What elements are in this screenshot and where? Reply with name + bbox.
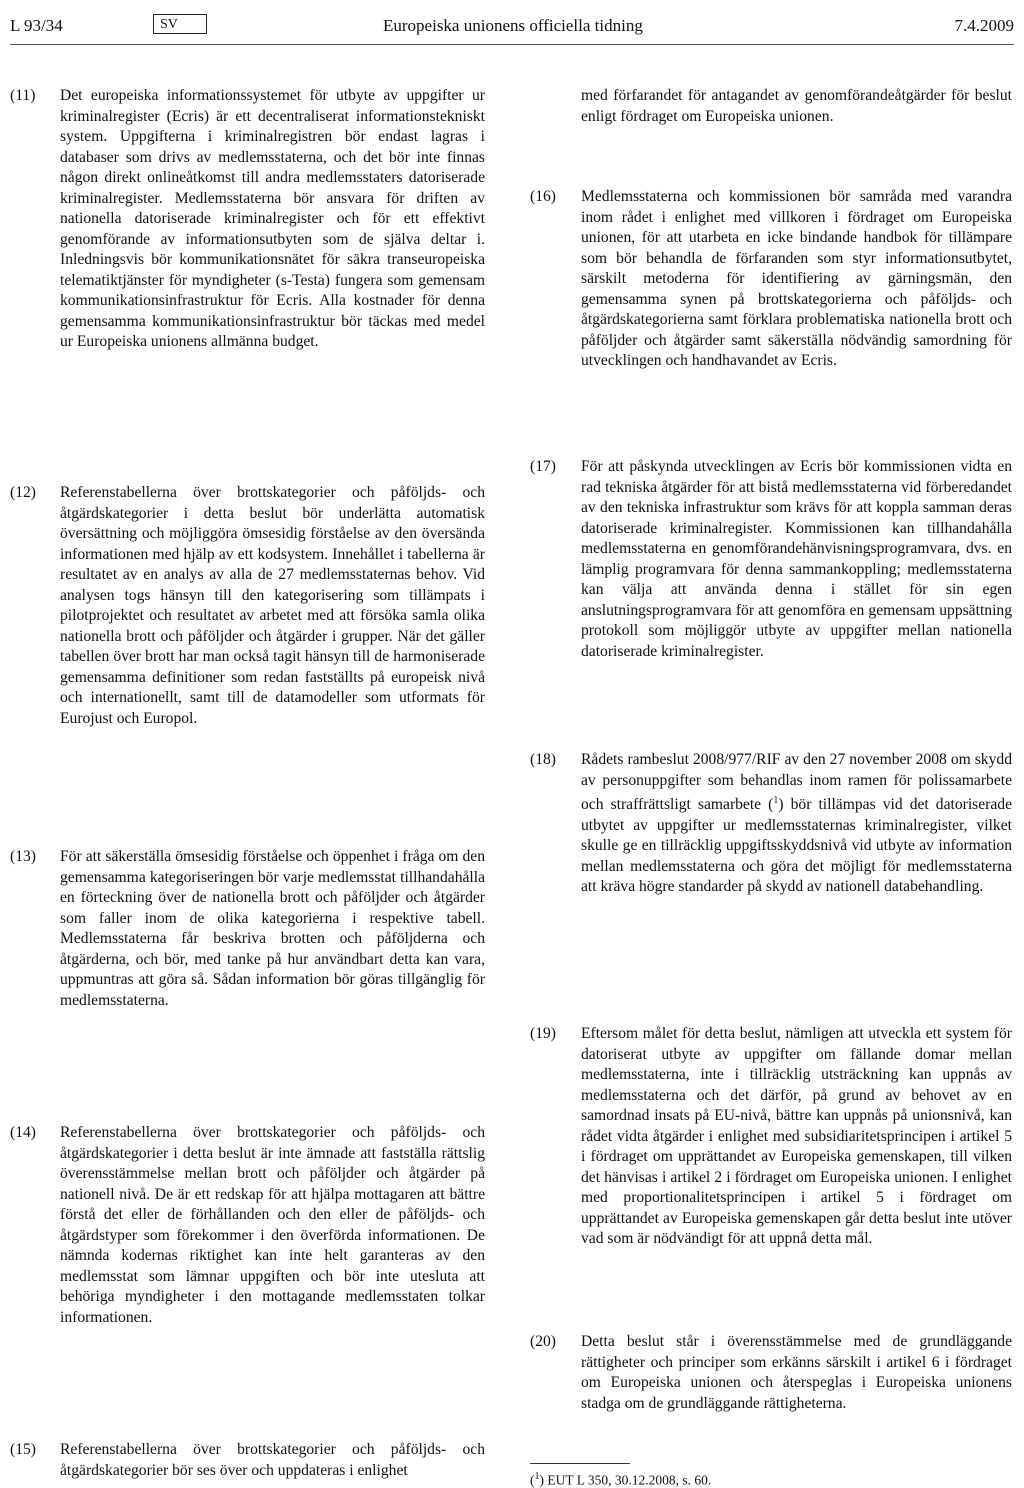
recital-text: Medlemsstaterna och kommissionen bör samråda med varandra inom rådet i enlighet med villkoren i fördraget om Europeiska unionen, för att utarbeta en icke bindande handbok för tillämpare som bör behandla de förfaranden som styr informationsutbytet, särskilt metoderna för identifiering av gärningsmän, den gemensamma synen på brottskategorierna och påföljds- och åtgärdskategorierna samt förklara problematiska nationella brott och påföljder och åtgärder samt säkerställa nödvändig samordning för utvecklingen och handhavandet av Ecris. [581, 188, 1012, 369]
recital-number: (13) [10, 848, 36, 865]
recital-text: För att säkerställa ömsesidig förståelse och öppenhet i fråga om den gemensamma kategoriseringen bör varje medlemsstat tillhandahålla en förteckning över de nationella brott och påföljder och åtgärder som faller inom de olika kategorierna i respektive tabell. Medlemsstaterna får beskriva brotten och påföljderna och åtgärderna, och bör, med tanke på hur användbart detta kan vara, uppmuntras att göra så. Sådan information bör göras tillgänglig för medlemsstaterna. [60, 848, 485, 1009]
journal-title: Europeiska unionens officiella tidning [383, 16, 643, 35]
recital-text: Referenstabellerna över brottskategorier och påföljds- och åtgärdskategorier bör ses över och uppdateras i enlighet [60, 1441, 485, 1479]
recital-number: (12) [10, 484, 36, 501]
recital-text-part: ) bör tillämpas vid det datoriserade utbytet av uppgifter ur medlemsstaternas kriminalregister, vilket skulle ge en tillräcklig uppgiftsskyddsnivå vid utbyte av information mellan medlemsstaterna och göra det möjligt för medlemsstaterna att kräva högre standarder på skydd av nationell databehandling. [581, 796, 1013, 896]
recital-number: (15) [10, 1441, 36, 1458]
page-reference: L 93/34 [10, 16, 63, 35]
recital-number: (11) [10, 87, 36, 104]
header-rule [10, 44, 1014, 45]
recital-number: (16) [530, 188, 556, 205]
recital-number: (18) [530, 751, 556, 768]
recital-text: För att påskynda utvecklingen av Ecris bör kommissionen vidta en rad tekniska åtgärder för att bistå medlemsstaterna vid förberedandet av den tekniska infrastruktur som krävs för att koppla samman deras datoriserade kriminalregister. Kommissionen kan tillhandahålla medlemsstaterna en genomförandehänvisningsprogramvara, dvs. en lämplig programvara för denna sammankoppling; medlemsstaterna kan välja att använda denna i stället för sin egen anslutningsprogramvara för att genomföra en gemensam uppsättning protokoll som möjliggör utbyte av uppgifter mellan nationella datoriserade kriminalregister. [581, 458, 1012, 660]
language-box: SV [153, 14, 207, 34]
recital-number: (20) [530, 1333, 556, 1350]
recital-text: Referenstabellerna över brottskategorier och påföljds- och åtgärdskategorier i detta beslut är inte ämnade att fastställa rättslig överensstämmelse mellan brott och påföljder och åtgärder på nationell nivå. De är ett redskap för att hjälpa mottagaren att bättre förstå det eller de förhållanden och den eller de påföljds- och åtgärdstyper som förekommer i den överförda informationen. De nämnda kodernas riktighet kan inte helt garanteras av den medlemsstat som lämnar uppgiften och bör inte utesluta att behöriga myndigheter i den mottagande medlemsstaten tolkar informationen. [60, 1124, 485, 1326]
recital-text: Det europeiska informationssystemet för utbyte av uppgifter ur kriminalregister (Ecris) är ett decentraliserat informationstekniskt system. Uppgifterna i kriminalregistren bör endast lagras i databaser som drivs av medlemsstaterna, och det bör inte finnas någon direkt onlineåtkomst till andra medlemsstaters datoriserade kriminalregister. Medlemsstaterna bör ansvara för driften av nationella datoriserade kriminalregister och för ett effektivt genomförande av informationsutbyten som de själva deltar i. Inledningsvis bör kommunikationsnätet för säkra transeuropeiska telematiktjänster för myndigheter (s-Testa) fungera som gemensam kommunikationsinfrastruktur för Ecris. Alla kostnader för denna gemensamma kommunikationsinfrastruktur bör täckas med medel ur Europeiska unionens allmänna budget. [60, 87, 485, 350]
footnote-mark: 1 [534, 1471, 540, 1482]
publication-date: 7.4.2009 [954, 16, 1014, 35]
footnote-rule [530, 1463, 630, 1464]
recital-15-continued: med förfarandet för antagandet av genomförandeåtgärder för beslut enligt fördraget om Europeiska unionen. [581, 87, 1012, 125]
recital-text: Referenstabellerna över brottskategorier och påföljds- och åtgärdskategorier i detta beslut bör underlätta automatisk översättning och möjliggöra ömsesidig förståelse av den översända informationen med hjälp av ett kodsystem. Innehållet i tabellerna är resultatet av en analys av alla de 27 medlemsstaternas behov. Vid analysen togs hänsyn till den kategorisering som tillämpats i pilotprojektet och resultatet av arbetet med att försöka samla olika nationella brott och påföljder och åtgärder i grupper. När det gäller tabellen över brott har man också tagit hänsyn till de harmoniserade gemensamma definitioner som redan fastställts på europeisk nivå och internationellt, samt till de datamodeller som utformats för Eurojust och Europol. [60, 484, 485, 727]
recital-number: (14) [10, 1124, 36, 1141]
page-header [10, 12, 1014, 42]
recital-number: (17) [530, 458, 556, 475]
recital-text: Detta beslut står i överensstämmelse med de grundläggande rättigheter och principer som erkänns särskilt i artikel 6 i fördraget om Europeiska unionen och återspeglas i Europeiska unionens stadga om de grundläggande rättigheterna. [581, 1333, 1012, 1412]
footnote: ($^1$) EUT L 350, 30.12.2008, s. 60. [530, 1471, 712, 1488]
footnote-text: EUT L 350, 30.12.2008, s. 60. [547, 1472, 712, 1488]
footnote-reference: 1 [773, 795, 779, 806]
recital-text [581, 750, 1012, 898]
recital-text: Eftersom målet för detta beslut, nämligen att utveckla ett system för datoriserat utbyte av uppgifter om fällande domar mellan medlemsstaterna, inte i tillräcklig utsträckning kan uppnås av medlemsstaterna och det därför, på grund av behovet av en samordnad insats på EU-nivå, bättre kan uppnås på unionsnivå, kan rådet vidta åtgärder i enlighet med subsidiaritetsprincipen i artikel 5 i fördraget om upprättandet av Europeiska gemenskapen, till vilken det hänvisas i artikel 2 i fördraget om Europeiska unionen. I enlighet med proportionalitetsprincipen i artikel 5 i fördraget om upprättandet av Europeiska gemenskapen går detta beslut inte utöver vad som är nödvändigt för att uppnå detta mål. [581, 1025, 1012, 1247]
recital-number: (19) [530, 1025, 556, 1042]
recital-text-part: Rådets rambeslut 2008/977/RIF av den 27 november 2008 om skydd av personuppgifter som behandlas inom ramen för polissamarbete och straffrättsligt samarbete ( [581, 751, 1012, 814]
